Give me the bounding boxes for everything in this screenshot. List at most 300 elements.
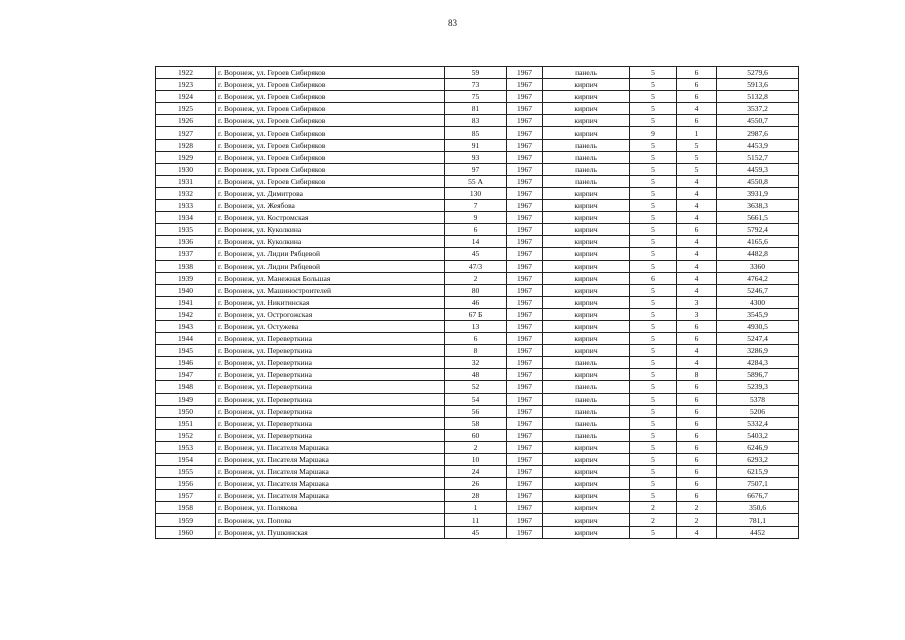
floors-cell: 5 [630,478,677,490]
entrances-cell: 4 [677,272,717,284]
address-cell: г. Воронеж, ул. Полякова [216,502,445,514]
entrances-cell: 4 [677,248,717,260]
area-cell: 4459,3 [717,163,799,175]
house-number-cell: 14 [445,236,507,248]
house-number-cell: 32 [445,357,507,369]
address-cell: г. Воронеж, ул. Героев Сибиряков [216,151,445,163]
house-number-cell: 55 А [445,175,507,187]
row-number-cell: 1948 [156,381,216,393]
entrances-cell: 4 [677,103,717,115]
address-cell: г. Воронеж, ул. Куколкина [216,224,445,236]
address-cell: г. Воронеж, ул. Лидии Рябцевой [216,248,445,260]
material-cell: кирпич [543,490,630,502]
house-number-cell: 67 Б [445,308,507,320]
material-cell: кирпич [543,514,630,526]
year-cell: 1967 [507,308,543,320]
material-cell: кирпич [543,236,630,248]
floors-cell: 9 [630,127,677,139]
row-number-cell: 1928 [156,139,216,151]
year-cell: 1967 [507,526,543,538]
material-cell: кирпич [543,200,630,212]
house-number-cell: 24 [445,466,507,478]
material-cell: кирпич [543,115,630,127]
material-cell: кирпич [543,369,630,381]
address-cell: г. Воронеж, ул. Острогожская [216,308,445,320]
address-cell: г. Воронеж, ул. Героев Сибиряков [216,127,445,139]
area-cell: 4453,9 [717,139,799,151]
house-number-cell: 58 [445,417,507,429]
entrances-cell: 6 [677,490,717,502]
entrances-cell: 6 [677,441,717,453]
table-row [156,333,799,345]
entrances-cell: 4 [677,345,717,357]
address-cell: г. Воронеж, ул. Пушкинская [216,526,445,538]
year-cell: 1967 [507,139,543,151]
year-cell: 1967 [507,175,543,187]
material-cell: кирпич [543,441,630,453]
year-cell: 1967 [507,514,543,526]
entrances-cell: 6 [677,405,717,417]
floors-cell: 5 [630,115,677,127]
house-number-cell: 11 [445,514,507,526]
year-cell: 1967 [507,151,543,163]
year-cell: 1967 [507,224,543,236]
entrances-cell: 4 [677,175,717,187]
table-row [156,393,799,405]
row-number-cell: 1942 [156,308,216,320]
address-cell: г. Воронеж, ул. Переверткина [216,357,445,369]
row-number-cell: 1943 [156,320,216,332]
entrances-cell: 4 [677,260,717,272]
table-row [156,296,799,308]
row-number-cell: 1931 [156,175,216,187]
area-cell: 5246,7 [717,284,799,296]
material-cell: кирпич [543,224,630,236]
area-cell: 6215,9 [717,466,799,478]
area-cell: 3931,9 [717,187,799,199]
year-cell: 1967 [507,67,543,79]
material-cell: кирпич [543,526,630,538]
year-cell: 1967 [507,200,543,212]
address-cell: г. Воронеж, ул. Переверткина [216,369,445,381]
material-cell: кирпич [543,212,630,224]
year-cell: 1967 [507,91,543,103]
table-row [156,514,799,526]
table-row [156,79,799,91]
row-number-cell: 1932 [156,187,216,199]
material-cell: панель [543,381,630,393]
year-cell: 1967 [507,272,543,284]
table-row [156,91,799,103]
house-number-cell: 73 [445,79,507,91]
house-number-cell: 93 [445,151,507,163]
house-number-cell: 1 [445,502,507,514]
house-number-cell: 26 [445,478,507,490]
year-cell: 1967 [507,441,543,453]
year-cell: 1967 [507,284,543,296]
year-cell: 1967 [507,490,543,502]
entrances-cell: 8 [677,369,717,381]
house-number-cell: 97 [445,163,507,175]
year-cell: 1967 [507,429,543,441]
table-row [156,127,799,139]
entrances-cell: 6 [677,91,717,103]
year-cell: 1967 [507,417,543,429]
area-cell: 4482,8 [717,248,799,260]
year-cell: 1967 [507,115,543,127]
table-row [156,441,799,453]
area-cell: 5279,6 [717,67,799,79]
entrances-cell: 6 [677,429,717,441]
year-cell: 1967 [507,127,543,139]
floors-cell: 5 [630,236,677,248]
entrances-cell: 6 [677,115,717,127]
year-cell: 1967 [507,357,543,369]
address-cell: г. Воронеж, ул. Переверткина [216,345,445,357]
floors-cell: 5 [630,454,677,466]
area-cell: 4165,6 [717,236,799,248]
area-cell: 5206 [717,405,799,417]
floors-cell: 5 [630,260,677,272]
area-cell: 4300 [717,296,799,308]
floors-cell: 5 [630,333,677,345]
address-cell: г. Воронеж, ул. Героев Сибиряков [216,67,445,79]
material-cell: кирпич [543,466,630,478]
year-cell: 1967 [507,260,543,272]
floors-cell: 5 [630,308,677,320]
entrances-cell: 6 [677,393,717,405]
entrances-cell: 6 [677,333,717,345]
row-number-cell: 1952 [156,429,216,441]
row-number-cell: 1939 [156,272,216,284]
entrances-cell: 6 [677,478,717,490]
entrances-cell: 6 [677,320,717,332]
area-cell: 350,6 [717,502,799,514]
row-number-cell: 1929 [156,151,216,163]
material-cell: панель [543,393,630,405]
floors-cell: 5 [630,441,677,453]
entrances-cell: 4 [677,236,717,248]
table-row [156,139,799,151]
year-cell: 1967 [507,333,543,345]
year-cell: 1967 [507,454,543,466]
row-number-cell: 1958 [156,502,216,514]
house-number-cell: 9 [445,212,507,224]
table-row [156,369,799,381]
address-cell: г. Воронеж, ул. Героев Сибиряков [216,175,445,187]
floors-cell: 5 [630,248,677,260]
address-cell: г. Воронеж, ул. Писателя Маршака [216,478,445,490]
address-cell: г. Воронеж, ул. Героев Сибиряков [216,139,445,151]
table-row [156,200,799,212]
material-cell: панель [543,357,630,369]
material-cell: кирпич [543,454,630,466]
material-cell: кирпич [543,333,630,345]
row-number-cell: 1954 [156,454,216,466]
address-cell: г. Воронеж, ул. Манежная Большая [216,272,445,284]
table-row [156,175,799,187]
row-number-cell: 1944 [156,333,216,345]
floors-cell: 5 [630,103,677,115]
address-cell: г. Воронеж, ул. Героев Сибиряков [216,163,445,175]
floors-cell: 2 [630,502,677,514]
address-cell: г. Воронеж, ул. Героев Сибиряков [216,103,445,115]
material-cell: кирпич [543,296,630,308]
floors-cell: 5 [630,466,677,478]
area-cell: 5239,3 [717,381,799,393]
material-cell: кирпич [543,345,630,357]
address-cell: г. Воронеж, ул. Остужева [216,320,445,332]
entrances-cell: 6 [677,224,717,236]
table-row [156,187,799,199]
area-cell: 2987,6 [717,127,799,139]
table-row [156,405,799,417]
floors-cell: 5 [630,381,677,393]
house-number-cell: 2 [445,441,507,453]
floors-cell: 5 [630,91,677,103]
address-cell: г. Воронеж, ул. Героев Сибиряков [216,79,445,91]
house-number-cell: 59 [445,67,507,79]
area-cell: 6293,2 [717,454,799,466]
area-cell: 5913,6 [717,79,799,91]
address-cell: г. Воронеж, ул. Писателя Маршака [216,454,445,466]
table-row [156,151,799,163]
table-row [156,454,799,466]
house-number-cell: 10 [445,454,507,466]
floors-cell: 5 [630,212,677,224]
row-number-cell: 1925 [156,103,216,115]
floors-cell: 5 [630,429,677,441]
area-cell: 4550,7 [717,115,799,127]
row-number-cell: 1933 [156,200,216,212]
table-row [156,466,799,478]
area-cell: 781,1 [717,514,799,526]
area-cell: 4764,2 [717,272,799,284]
address-cell: г. Воронеж, ул. Переверткина [216,405,445,417]
table-row [156,381,799,393]
material-cell: кирпич [543,272,630,284]
entrances-cell: 3 [677,296,717,308]
table-row [156,67,799,79]
entrances-cell: 5 [677,139,717,151]
house-number-cell: 52 [445,381,507,393]
area-cell: 3638,3 [717,200,799,212]
house-number-cell: 54 [445,393,507,405]
area-cell: 5792,4 [717,224,799,236]
material-cell: кирпич [543,308,630,320]
page-number: 83 [448,18,457,28]
area-cell: 6246,9 [717,441,799,453]
year-cell: 1967 [507,236,543,248]
house-number-cell: 45 [445,248,507,260]
material-cell: панель [543,139,630,151]
house-number-cell: 47/3 [445,260,507,272]
entrances-cell: 2 [677,514,717,526]
year-cell: 1967 [507,248,543,260]
floors-cell: 5 [630,79,677,91]
house-number-cell: 60 [445,429,507,441]
entrances-cell: 4 [677,526,717,538]
row-number-cell: 1923 [156,79,216,91]
entrances-cell: 4 [677,284,717,296]
row-number-cell: 1946 [156,357,216,369]
table-row [156,490,799,502]
row-number-cell: 1922 [156,67,216,79]
material-cell: кирпич [543,248,630,260]
year-cell: 1967 [507,405,543,417]
row-number-cell: 1957 [156,490,216,502]
address-cell: г. Воронеж, ул. Героев Сибиряков [216,91,445,103]
year-cell: 1967 [507,466,543,478]
floors-cell: 5 [630,163,677,175]
row-number-cell: 1927 [156,127,216,139]
area-cell: 3360 [717,260,799,272]
floors-cell: 5 [630,345,677,357]
row-number-cell: 1924 [156,91,216,103]
year-cell: 1967 [507,381,543,393]
house-number-cell: 6 [445,224,507,236]
row-number-cell: 1930 [156,163,216,175]
year-cell: 1967 [507,320,543,332]
house-number-cell: 80 [445,284,507,296]
year-cell: 1967 [507,369,543,381]
material-cell: кирпич [543,320,630,332]
area-cell: 5661,5 [717,212,799,224]
house-number-cell: 7 [445,200,507,212]
table-row [156,308,799,320]
house-number-cell: 75 [445,91,507,103]
row-number-cell: 1926 [156,115,216,127]
table-row [156,526,799,538]
material-cell: кирпич [543,79,630,91]
table-row [156,103,799,115]
address-cell: г. Воронеж, ул. Машиностроителей [216,284,445,296]
entrances-cell: 6 [677,79,717,91]
row-number-cell: 1945 [156,345,216,357]
material-cell: кирпич [543,187,630,199]
material-cell: панель [543,151,630,163]
entrances-cell: 5 [677,151,717,163]
year-cell: 1967 [507,478,543,490]
entrances-cell: 6 [677,67,717,79]
house-number-cell: 8 [445,345,507,357]
material-cell: кирпич [543,127,630,139]
house-number-cell: 91 [445,139,507,151]
address-cell: г. Воронеж, ул. Жеябова [216,200,445,212]
material-cell: панель [543,417,630,429]
floors-cell: 5 [630,417,677,429]
area-cell: 4550,8 [717,175,799,187]
row-number-cell: 1935 [156,224,216,236]
floors-cell: 5 [630,187,677,199]
entrances-cell: 6 [677,381,717,393]
entrances-cell: 4 [677,357,717,369]
house-number-cell: 6 [445,333,507,345]
area-cell: 3537,2 [717,103,799,115]
table-row [156,248,799,260]
table-row [156,417,799,429]
address-cell: г. Воронеж, ул. Героев Сибиряков [216,115,445,127]
house-number-cell: 56 [445,405,507,417]
row-number-cell: 1941 [156,296,216,308]
row-number-cell: 1950 [156,405,216,417]
floors-cell: 5 [630,175,677,187]
material-cell: панель [543,67,630,79]
material-cell: кирпич [543,502,630,514]
entrances-cell: 6 [677,454,717,466]
year-cell: 1967 [507,103,543,115]
address-cell: г. Воронеж, ул. Попова [216,514,445,526]
table-row [156,163,799,175]
address-cell: г. Воронеж, ул. Писателя Маршака [216,490,445,502]
entrances-cell: 1 [677,127,717,139]
table-body [156,67,799,539]
area-cell: 4284,3 [717,357,799,369]
row-number-cell: 1947 [156,369,216,381]
material-cell: кирпич [543,478,630,490]
address-cell: г. Воронеж, ул. Переверткина [216,381,445,393]
material-cell: кирпич [543,284,630,296]
table-row [156,236,799,248]
floors-cell: 5 [630,357,677,369]
year-cell: 1967 [507,502,543,514]
material-cell: кирпич [543,103,630,115]
table-row [156,478,799,490]
row-number-cell: 1938 [156,260,216,272]
area-cell: 5896,7 [717,369,799,381]
row-number-cell: 1934 [156,212,216,224]
entrances-cell: 3 [677,308,717,320]
row-number-cell: 1955 [156,466,216,478]
address-cell: г. Воронеж, ул. Писателя Маршака [216,466,445,478]
year-cell: 1967 [507,212,543,224]
house-number-cell: 81 [445,103,507,115]
row-number-cell: 1940 [156,284,216,296]
area-cell: 5403,2 [717,429,799,441]
table-row [156,115,799,127]
table-row [156,212,799,224]
area-cell: 6676,7 [717,490,799,502]
housing-registry-table [155,66,799,539]
table-row [156,260,799,272]
material-cell: панель [543,175,630,187]
entrances-cell: 2 [677,502,717,514]
house-number-cell: 130 [445,187,507,199]
floors-cell: 5 [630,526,677,538]
material-cell: панель [543,429,630,441]
floors-cell: 5 [630,393,677,405]
table-row [156,272,799,284]
area-cell: 5152,7 [717,151,799,163]
table-row [156,429,799,441]
year-cell: 1967 [507,187,543,199]
house-number-cell: 13 [445,320,507,332]
floors-cell: 5 [630,139,677,151]
entrances-cell: 6 [677,466,717,478]
area-cell: 7507,1 [717,478,799,490]
floors-cell: 5 [630,369,677,381]
floors-cell: 2 [630,514,677,526]
house-number-cell: 48 [445,369,507,381]
area-cell: 5332,4 [717,417,799,429]
entrances-cell: 5 [677,163,717,175]
table-row [156,502,799,514]
material-cell: кирпич [543,91,630,103]
material-cell: панель [543,163,630,175]
table-row [156,320,799,332]
year-cell: 1967 [507,296,543,308]
area-cell: 3545,9 [717,308,799,320]
